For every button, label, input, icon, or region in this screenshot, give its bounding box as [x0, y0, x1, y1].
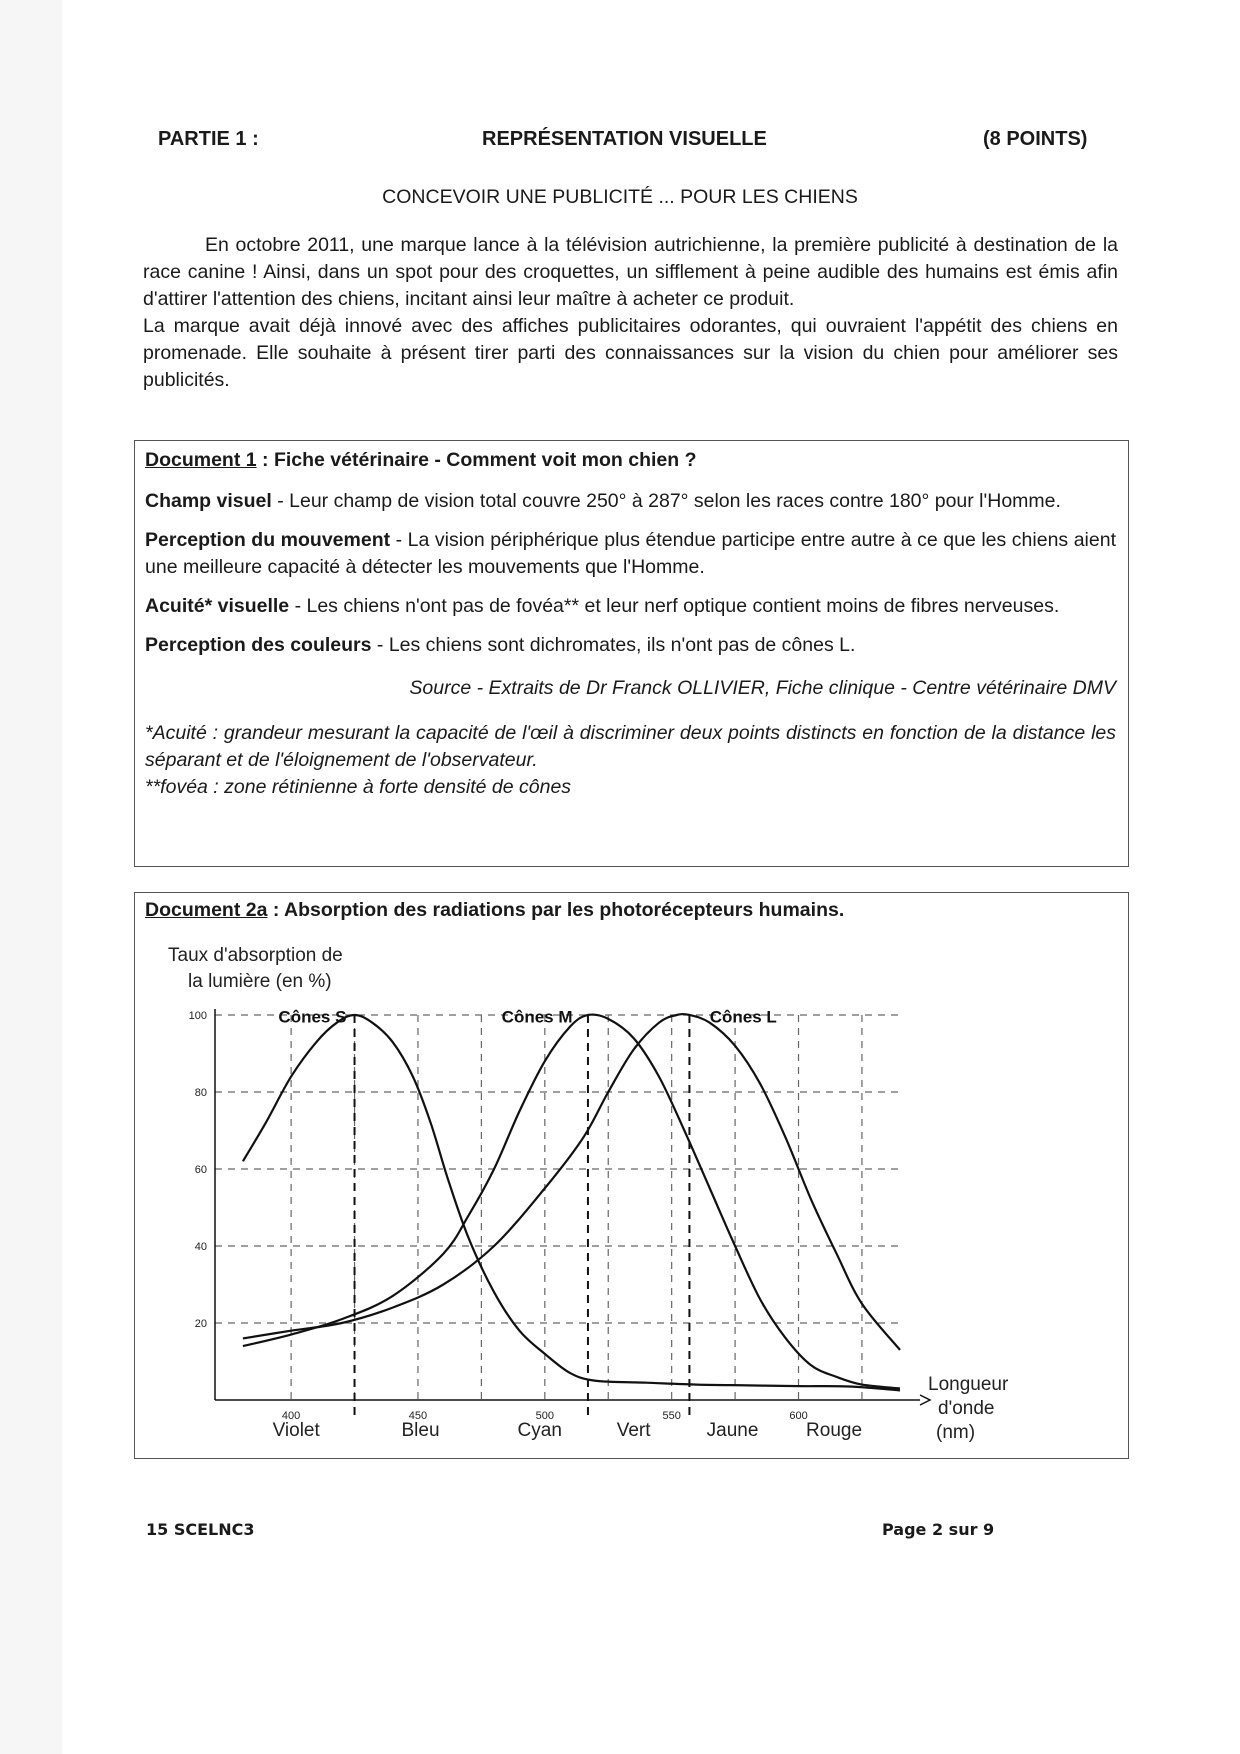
item-term: Acuité* visuelle — [145, 595, 290, 617]
absorption-chart — [135, 893, 1128, 1458]
item-term: Champ visuel — [145, 490, 272, 512]
intro-text — [143, 232, 1118, 394]
series-label: Cônes S — [278, 1007, 347, 1027]
item-text: - Les chiens sont dichromates, ils n'ont pas de cônes L. — [371, 634, 856, 656]
color-band-label: Rouge — [806, 1420, 863, 1441]
doc1-item-colors — [145, 632, 1116, 659]
y-axis-label-line-2: la lumière (en %) — [188, 971, 332, 992]
footer-code: 15 SCELNC3 — [146, 1520, 255, 1539]
x-tick-label: 550 — [662, 1410, 681, 1422]
x-tick-label: 400 — [281, 1410, 301, 1422]
doc1-note-fovea: **fovéa : zone rétinienne à forte densité de cônes — [145, 776, 572, 798]
document-1-label: Document 1 — [145, 449, 257, 471]
y-tick-label: 60 — [194, 1164, 207, 1176]
scan-edge — [0, 0, 62, 1754]
series-line-1 — [243, 1015, 900, 1390]
x-axis-label-line-3: (nm) — [936, 1422, 976, 1443]
x-axis-label-line-2: d'onde — [938, 1398, 995, 1419]
doc1-source: Source - Extraits de Dr Franck OLLIVIER, Fiche clinique - Centre vétérinaire DMV — [409, 677, 1116, 699]
series-label: Cônes L — [709, 1007, 777, 1027]
part-label: PARTIE 1 : — [158, 128, 259, 150]
x-axis-arrow-icon — [920, 1395, 930, 1405]
y-tick-label: 80 — [194, 1087, 207, 1099]
points-label: (8 POINTS) — [983, 128, 1088, 150]
color-band-label: Bleu — [401, 1420, 440, 1441]
page-subtitle: CONCEVOIR UNE PUBLICITÉ ... POUR LES CHIENS — [382, 186, 858, 208]
document-2a-label: Document 2a — [145, 899, 268, 921]
y-tick-label: 40 — [194, 1241, 207, 1253]
item-term: Perception du mouvement — [145, 529, 391, 551]
footer-page-number: Page 2 sur 9 — [882, 1520, 995, 1539]
doc1-note-acuity: *Acuité : grandeur mesurant la capacité de l'œil à discriminer deux points distincts en fonction de la distance les séparant et de l'éloignement de l'observateur. — [145, 722, 1116, 771]
document-1-title-text: : Fiche vétérinaire - Comment voit mon chien ? — [256, 449, 697, 471]
y-axis-label-line-1: Taux d'absorption de — [168, 945, 343, 966]
doc1-item-visual-field — [145, 488, 1116, 515]
theme-title: REPRÉSENTATION VISUELLE — [482, 128, 767, 150]
color-band-label: Violet — [272, 1420, 320, 1441]
color-band-label: Vert — [616, 1420, 651, 1441]
page-header — [158, 128, 1098, 158]
doc1-item-acuity — [145, 593, 1116, 620]
document-2a-title-text: : Absorption des radiations par les photorécepteurs humains. — [267, 899, 845, 921]
intro-paragraph-2: La marque avait déjà innové avec des affiches publicitaires odorantes, qui ouvraient l'appétit des chiens en promenade. Elle souhaite à présent tirer parti des connaissances sur la vision du chien pour améliorer ses publicités. — [143, 315, 1118, 391]
series-line-3 — [243, 1014, 900, 1350]
item-text: - Les chiens n'ont pas de fovéa** et leur nerf optique contient moins de fibres nerveuses. — [289, 595, 1060, 617]
y-tick-label: 20 — [194, 1318, 207, 1330]
document-1-title — [145, 447, 1116, 474]
x-tick-label: 500 — [535, 1410, 554, 1422]
item-term: Perception des couleurs — [145, 634, 372, 656]
item-text: - Leur champ de vision total couvre 250° à 287° selon les races contre 180° pour l'Homme. — [271, 490, 1061, 512]
document-1-box — [134, 440, 1129, 867]
document-2a-box — [134, 892, 1129, 1459]
series-line-2 — [243, 1015, 900, 1389]
doc1-item-motion — [145, 527, 1116, 581]
item-text: - La vision périphérique plus étendue participe entre autre à ce que les chiens aient une meilleure capacité à détecter les mouvements que l'Homme. — [145, 529, 1116, 578]
x-tick-label: 600 — [789, 1410, 808, 1422]
series-label: Cônes M — [501, 1007, 573, 1027]
x-axis-label-line-1: Longueur — [928, 1374, 1009, 1395]
color-band-label: Cyan — [517, 1420, 562, 1441]
x-tick-label: 450 — [408, 1410, 428, 1422]
color-band-label: Jaune — [706, 1420, 759, 1441]
intro-paragraph-1: En octobre 2011, une marque lance à la télévision autrichienne, la première publicité à destination de la race canine ! Ainsi, dans un spot pour des croquettes, un sifflement à peine audible des humains est émis afin d'attirer l'attention des chiens, incitant ainsi leur maître à acheter ce produit. — [143, 234, 1118, 310]
y-tick-label: 100 — [188, 1010, 207, 1022]
